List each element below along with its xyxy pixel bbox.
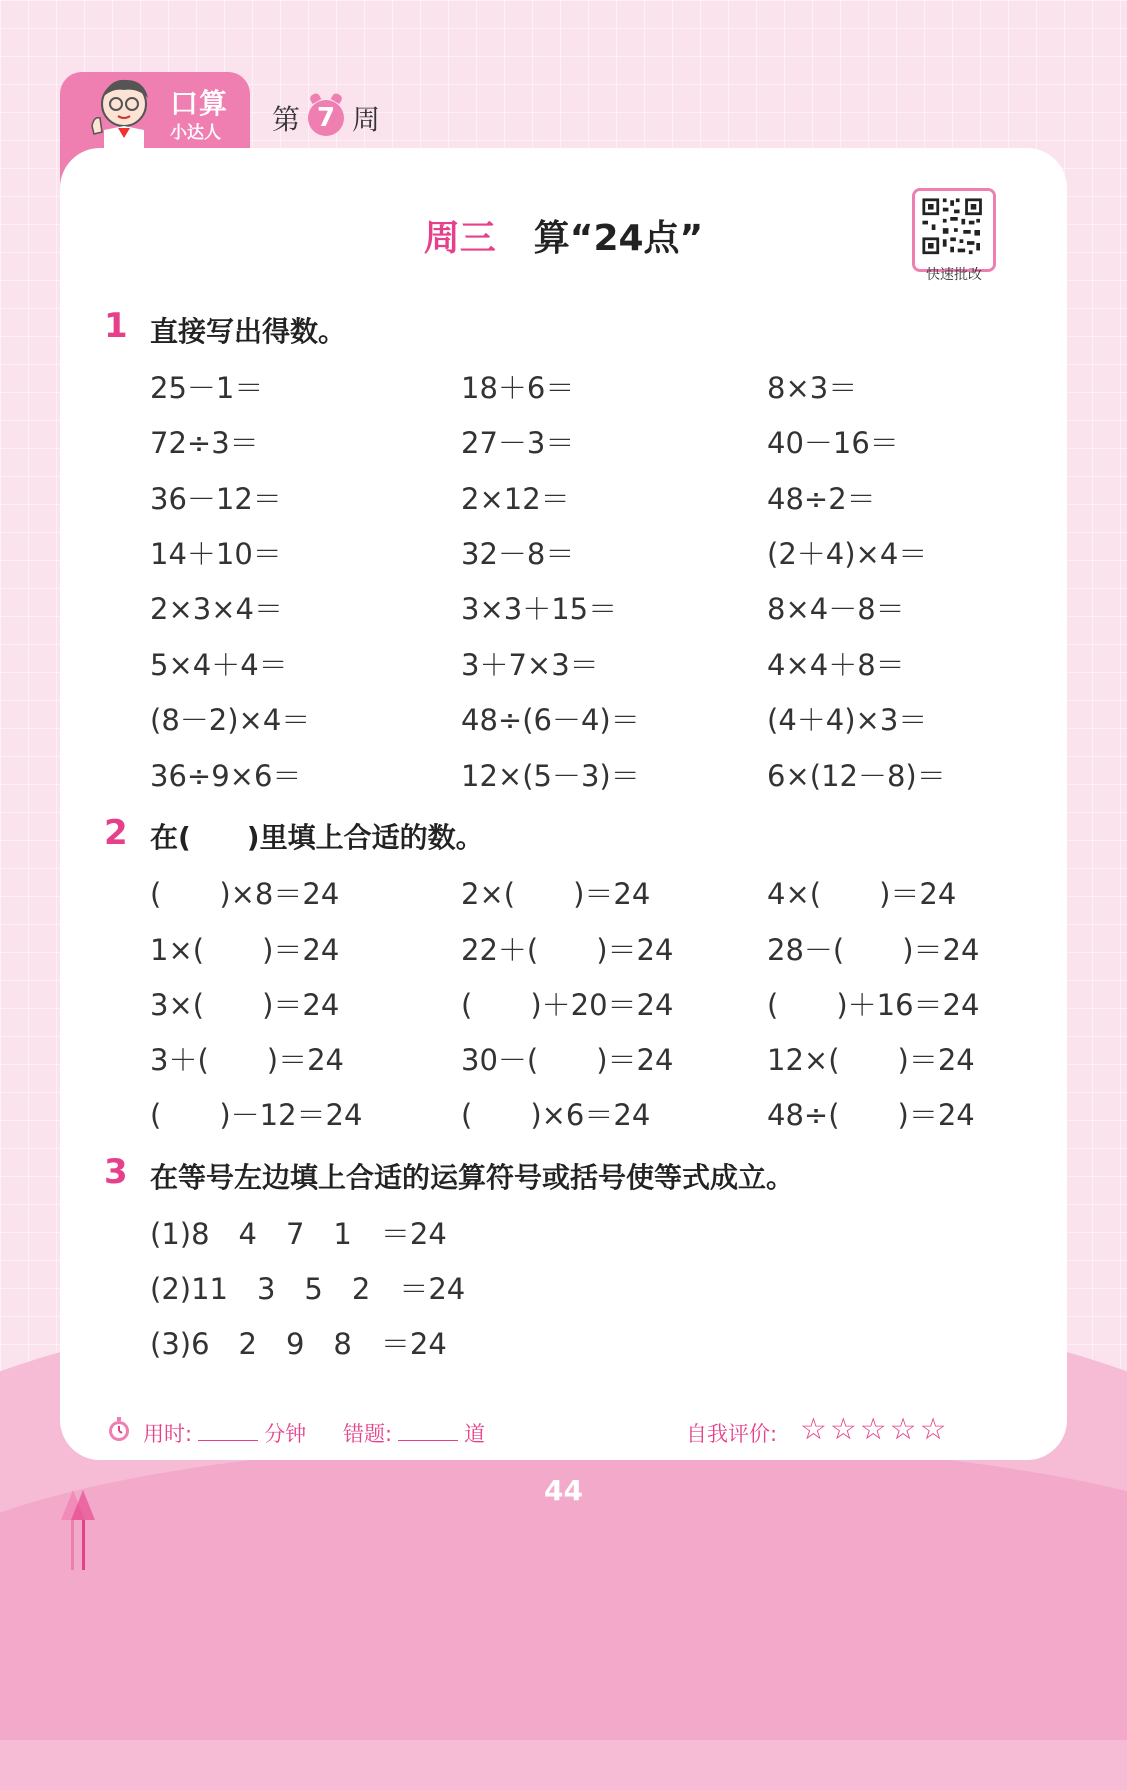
fill-in-problem: 1×( )＝24 <box>150 933 340 967</box>
time-label: 用时: <box>143 1422 193 1446</box>
time-unit: 分钟 <box>264 1422 307 1446</box>
time-blank <box>198 1422 258 1441</box>
problem: 3×3＋15＝ <box>461 592 618 626</box>
section-1-row <box>150 698 1050 738</box>
fill-in-problem: ( )×8＝24 <box>150 877 340 911</box>
problem: 12×(5－3)＝ <box>461 759 640 793</box>
tree-decoration-icon <box>55 1490 105 1570</box>
qr-label: 快速批改 <box>926 267 982 283</box>
fill-in-problem: 3×( )＝24 <box>150 988 340 1022</box>
problem: 2×3×4＝ <box>150 592 283 626</box>
problem: 25－1＝ <box>150 371 264 405</box>
section-2-row <box>150 983 1050 1023</box>
section-1-row <box>150 421 1050 461</box>
problem: 3＋7×3＝ <box>461 648 599 682</box>
stopwatch-icon <box>106 1416 132 1442</box>
section-2-row <box>150 1093 1050 1133</box>
errors-unit: 道 <box>464 1422 486 1446</box>
operator-problem: (1)8 4 7 1 ＝24 <box>150 1217 447 1251</box>
operator-problem: (3)6 2 9 8 ＝24 <box>150 1327 447 1361</box>
section-3-number: 3 <box>104 1152 128 1192</box>
page-number: 44 <box>544 1474 583 1507</box>
week-number-badge: 7 <box>308 100 344 136</box>
problem: 48÷(6－4)＝ <box>461 703 640 737</box>
fill-in-problem: 3＋( )＝24 <box>150 1043 344 1077</box>
section-2-row <box>150 928 1050 968</box>
section-1-row <box>150 532 1050 572</box>
fill-in-problem: 2×( )＝24 <box>461 877 651 911</box>
fill-in-problem: 30－( )＝24 <box>461 1043 674 1077</box>
fill-in-problem: 22＋( )＝24 <box>461 933 674 967</box>
section-1-row <box>150 754 1050 794</box>
fill-in-problem: ( )×6＝24 <box>461 1098 651 1132</box>
section-2-row <box>150 1038 1050 1078</box>
problem: 36－12＝ <box>150 482 282 516</box>
errors-blank <box>398 1422 458 1441</box>
week-prefix: 第 <box>272 103 301 136</box>
rating-stars: ☆☆☆☆☆ <box>800 1412 950 1447</box>
section-1-row <box>150 643 1050 683</box>
section-2-title: 在( )里填上合适的数。 <box>150 821 484 854</box>
problem: 27－3＝ <box>461 426 575 460</box>
problem: (8－2)×4＝ <box>150 703 311 737</box>
problem: 4×4＋8＝ <box>767 648 905 682</box>
problem: (4＋4)×3＝ <box>767 703 928 737</box>
section-1-row <box>150 366 1050 406</box>
fill-in-problem: 28－( )＝24 <box>767 933 980 967</box>
section-1-title: 直接写出得数。 <box>150 315 347 348</box>
problem: 6×(12－8)＝ <box>767 759 946 793</box>
fill-in-problem: 4×( )＝24 <box>767 877 957 911</box>
errors-label: 错题: <box>343 1422 393 1446</box>
self-eval-label: 自我评价: <box>686 1422 778 1446</box>
problem: 2×12＝ <box>461 482 570 516</box>
fill-in-problem: ( )＋16＝24 <box>767 988 980 1022</box>
error-count <box>343 1418 485 1448</box>
week-indicator <box>272 98 380 138</box>
title-topic: 算“24点” <box>533 218 704 259</box>
time-used <box>143 1418 306 1448</box>
problem: 18＋6＝ <box>461 371 575 405</box>
problem: 72÷3＝ <box>150 426 259 460</box>
section-1-row <box>150 477 1050 517</box>
problem: 40－16＝ <box>767 426 899 460</box>
problem: 8×4－8＝ <box>767 592 905 626</box>
fill-in-problem: 48÷( )＝24 <box>767 1098 975 1132</box>
section-1-row <box>150 587 1050 627</box>
logo-title: 口算 <box>170 87 229 120</box>
logo-subtitle: 小达人 <box>170 123 221 143</box>
problem: 36÷9×6＝ <box>150 759 302 793</box>
title-day: 周三 <box>423 218 496 259</box>
section-1-number: 1 <box>104 306 128 346</box>
problem: 48÷2＝ <box>767 482 876 516</box>
problem: (2＋4)×4＝ <box>767 537 928 571</box>
fill-in-problem: ( )－12＝24 <box>150 1098 363 1132</box>
section-3-title: 在等号左边填上合适的运算符号或括号使等式成立。 <box>150 1161 795 1194</box>
fill-in-problem: 12×( )＝24 <box>767 1043 975 1077</box>
week-suffix: 周 <box>352 103 381 136</box>
problem: 14＋10＝ <box>150 537 282 571</box>
problem: 8×3＝ <box>767 371 858 405</box>
fill-in-problem: ( )＋20＝24 <box>461 988 674 1022</box>
problem: 5×4＋4＝ <box>150 648 288 682</box>
qr-code-icon[interactable] <box>912 188 996 272</box>
section-2-row <box>150 872 1050 912</box>
mascot-icon <box>82 72 162 150</box>
problem: 32－8＝ <box>461 537 575 571</box>
section-2-number: 2 <box>104 813 128 853</box>
operator-problem: (2)11 3 5 2 ＝24 <box>150 1272 466 1306</box>
